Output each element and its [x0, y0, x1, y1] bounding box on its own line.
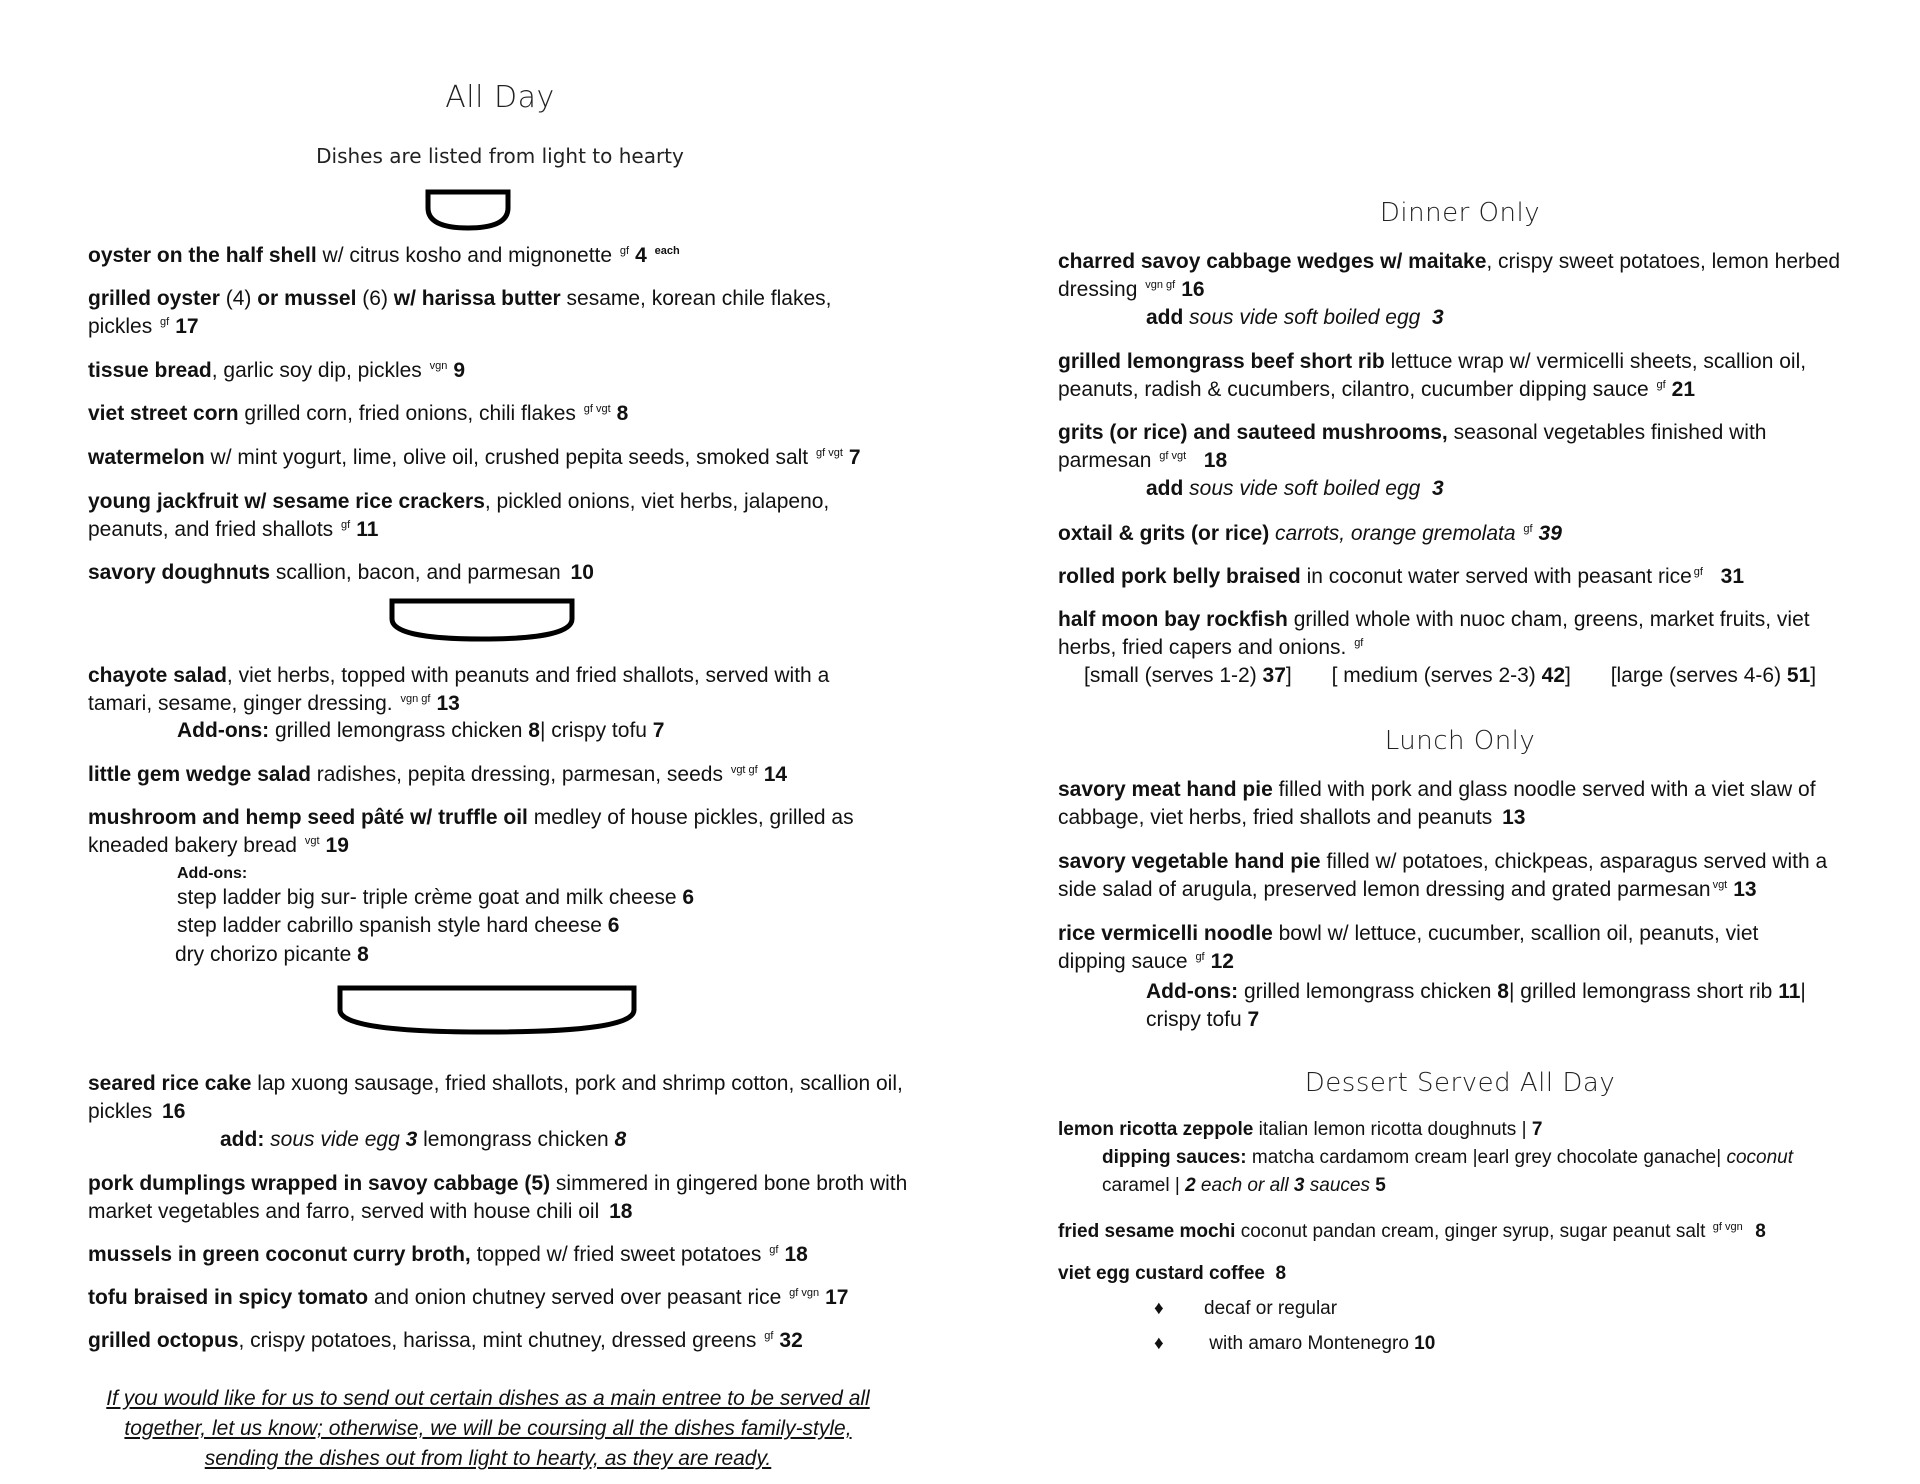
diamond-bullet-icon: ♦	[1154, 1298, 1164, 1319]
menu-item: fried sesame mochi coconut pandan cream, ginger syrup, sugar peanut salt $^{gf vgn}$ 8	[1058, 1220, 1766, 1242]
coffee-option: ♦ with amaro Montenegro 10	[1154, 1330, 1435, 1358]
dessert-title: Dessert Served All Day	[1304, 1068, 1616, 1098]
menu-item: tissue bread, garlic soy dip, pickles $^{vgn}$ 9	[88, 359, 466, 382]
rockfish-sizes	[1084, 662, 1850, 690]
menu-item: young jackfruit w/ sesame rice crackers, pickled onions, viet herbs, jalapeno, peanuts, and fried shallots $^{gf}$ 11	[88, 490, 830, 541]
all-day-subtitle: Dishes are listed from light to hearty	[316, 144, 684, 168]
bowl-large-icon	[337, 984, 637, 1036]
menu-item: grilled octopus, crispy potatoes, harissa, mint chutney, dressed greens $^{gf}$ 32	[88, 1329, 803, 1352]
size-option: [small (serves 1-2) 37]	[1084, 664, 1292, 687]
menu-item: lemon ricotta zeppole italian lemon ricotta doughnuts | 7	[1058, 1119, 1543, 1140]
menu-item: tofu braised in spicy tomato and onion chutney served over peasant rice $^{gf vgn}$ 17	[88, 1286, 849, 1309]
menu-item: pork dumplings wrapped in savoy cabbage (5) simmered in gingered bone broth with market vegetables and farro, served with house chili oil 18	[88, 1172, 908, 1223]
menu-item: little gem wedge salad radishes, pepita dressing, parmesan, seeds $^{vgt gf}$ 14	[88, 763, 788, 786]
menu-item: grilled lemongrass beef short rib lettuce wrap w/ vermicelli sheets, scallion oil, peanuts, radish & cucumbers, cilantro, cucumber dipping sauce $^{gf}$ 21	[1058, 350, 1807, 401]
menu-item: charred savoy cabbage wedges w/ maitake, crispy sweet potatoes, lemon herbed dressing $^{vgn gf}$ 16	[1058, 250, 1841, 301]
dipping-sauces: dipping sauces: matcha cardamom cream |earl grey chocolate ganache| coconut caramel | 2 each or all 3 sauces 5	[1102, 1147, 1794, 1196]
pate-addon-line: step ladder big sur- triple crème goat and milk cheese 6	[177, 886, 695, 909]
egg-add: add sous vide soft boiled egg 3	[1146, 477, 1444, 500]
menu-item: mushroom and hemp seed pâté w/ truffle oil medley of house pickles, grilled as kneaded bakery bread $^{vgt}$ 19	[88, 806, 854, 857]
menu-item: oyster on the half shell w/ citrus kosho and mignonette $^{gf}$ 4 $^{each}$	[88, 244, 680, 267]
menu-item: grits (or rice) and sauteed mushrooms, seasonal vegetables finished with parmesan $^{gf vgt}$ 18	[1058, 421, 1767, 472]
menu-item: savory doughnuts scallion, bacon, and parmesan 10	[88, 561, 594, 584]
menu-item: viet street corn grilled corn, fried onions, chili flakes $^{gf vgt}$ 8	[88, 402, 629, 425]
menu-item: rolled pork belly braised in coconut water served with peasant rice $^{gf}$ 31	[1058, 565, 1745, 588]
lunch-addons: Add-ons: grilled lemongrass chicken 8| grilled lemongrass short rib 11| crispy tofu 7	[1146, 980, 1806, 1031]
menu-item: savory vegetable hand pie filled w/ potatoes, chickpeas, asparagus served with a side salad of arugula, preserved lemon dressing and grated parmesan $^{vgt}$ 13	[1058, 850, 1828, 901]
pate-addon-line: dry chorizo picante 8	[175, 943, 369, 966]
egg-add: add sous vide soft boiled egg 3	[1146, 306, 1444, 329]
menu-item: seared rice cake lap xuong sausage, fried shallots, pork and shrimp cotton, scallion oil, pickles 16	[88, 1072, 903, 1123]
dinner-only-title: Dinner Only	[1379, 198, 1541, 228]
lunch-only-title: Lunch Only	[1384, 726, 1536, 756]
pate-addons-label: Add-ons:	[177, 865, 248, 882]
coffee-option: ♦ decaf or regular	[1154, 1295, 1337, 1323]
all-day-title: All Day	[445, 80, 555, 115]
menu-item: savory meat hand pie filled with pork and glass noodle served with a viet slaw of cabbage, viet herbs, fried shallots and peanuts 13	[1058, 778, 1816, 829]
pate-addon-line: step ladder cabrillo spanish style hard cheese 6	[177, 914, 620, 937]
size-option: [ medium (serves 2-3) 42]	[1331, 664, 1571, 687]
menu-item: rice vermicelli noodle bowl w/ lettuce, cucumber, scallion oil, peanuts, viet dipping sauce $^{gf}$ 12	[1058, 922, 1759, 973]
menu-item: watermelon w/ mint yogurt, lime, olive oil, crushed pepita seeds, smoked salt $^{gf vgt}$ 7	[88, 446, 861, 469]
menu-item: half moon bay rockfish grilled whole with nuoc cham, greens, market fruits, viet herbs, fried capers and onions. $^{gf}$	[1058, 608, 1810, 659]
bowl-medium-icon	[389, 597, 575, 643]
bowl-small-icon	[425, 188, 511, 232]
menu-item: grilled oyster (4) or mussel (6) w/ harissa butter sesame, korean chile flakes, pickles $^{gf}$ 17	[88, 287, 832, 338]
menu-item: chayote salad, viet herbs, topped with peanuts and fried shallots, served with a tamari, sesame, ginger dressing. $^{vgn gf}$ 13	[88, 664, 830, 715]
menu-item: mussels in green coconut curry broth, topped w/ fried sweet potatoes $^{gf}$ 18	[88, 1243, 808, 1266]
rice-cake-add: add: sous vide egg 3 lemongrass chicken 8	[220, 1128, 627, 1151]
chayote-addons: Add-ons: grilled lemongrass chicken 8| crispy tofu 7	[177, 719, 665, 742]
menu-item: viet egg custard coffee 8	[1058, 1263, 1287, 1284]
menu-item: oxtail & grits (or rice) carrots, orange gremolata $^{gf}$ 39	[1058, 522, 1562, 545]
size-option: [large (serves 4-6) 51]	[1610, 664, 1817, 687]
service-note: If you would like for us to send out certain dishes as a main entree to be served all together, let us know; otherwise, we will be coursing all the dishes family-style, sending the dishes out from light to hearty, as they are ready.	[106, 1387, 870, 1470]
diamond-bullet-icon: ♦	[1154, 1333, 1164, 1354]
